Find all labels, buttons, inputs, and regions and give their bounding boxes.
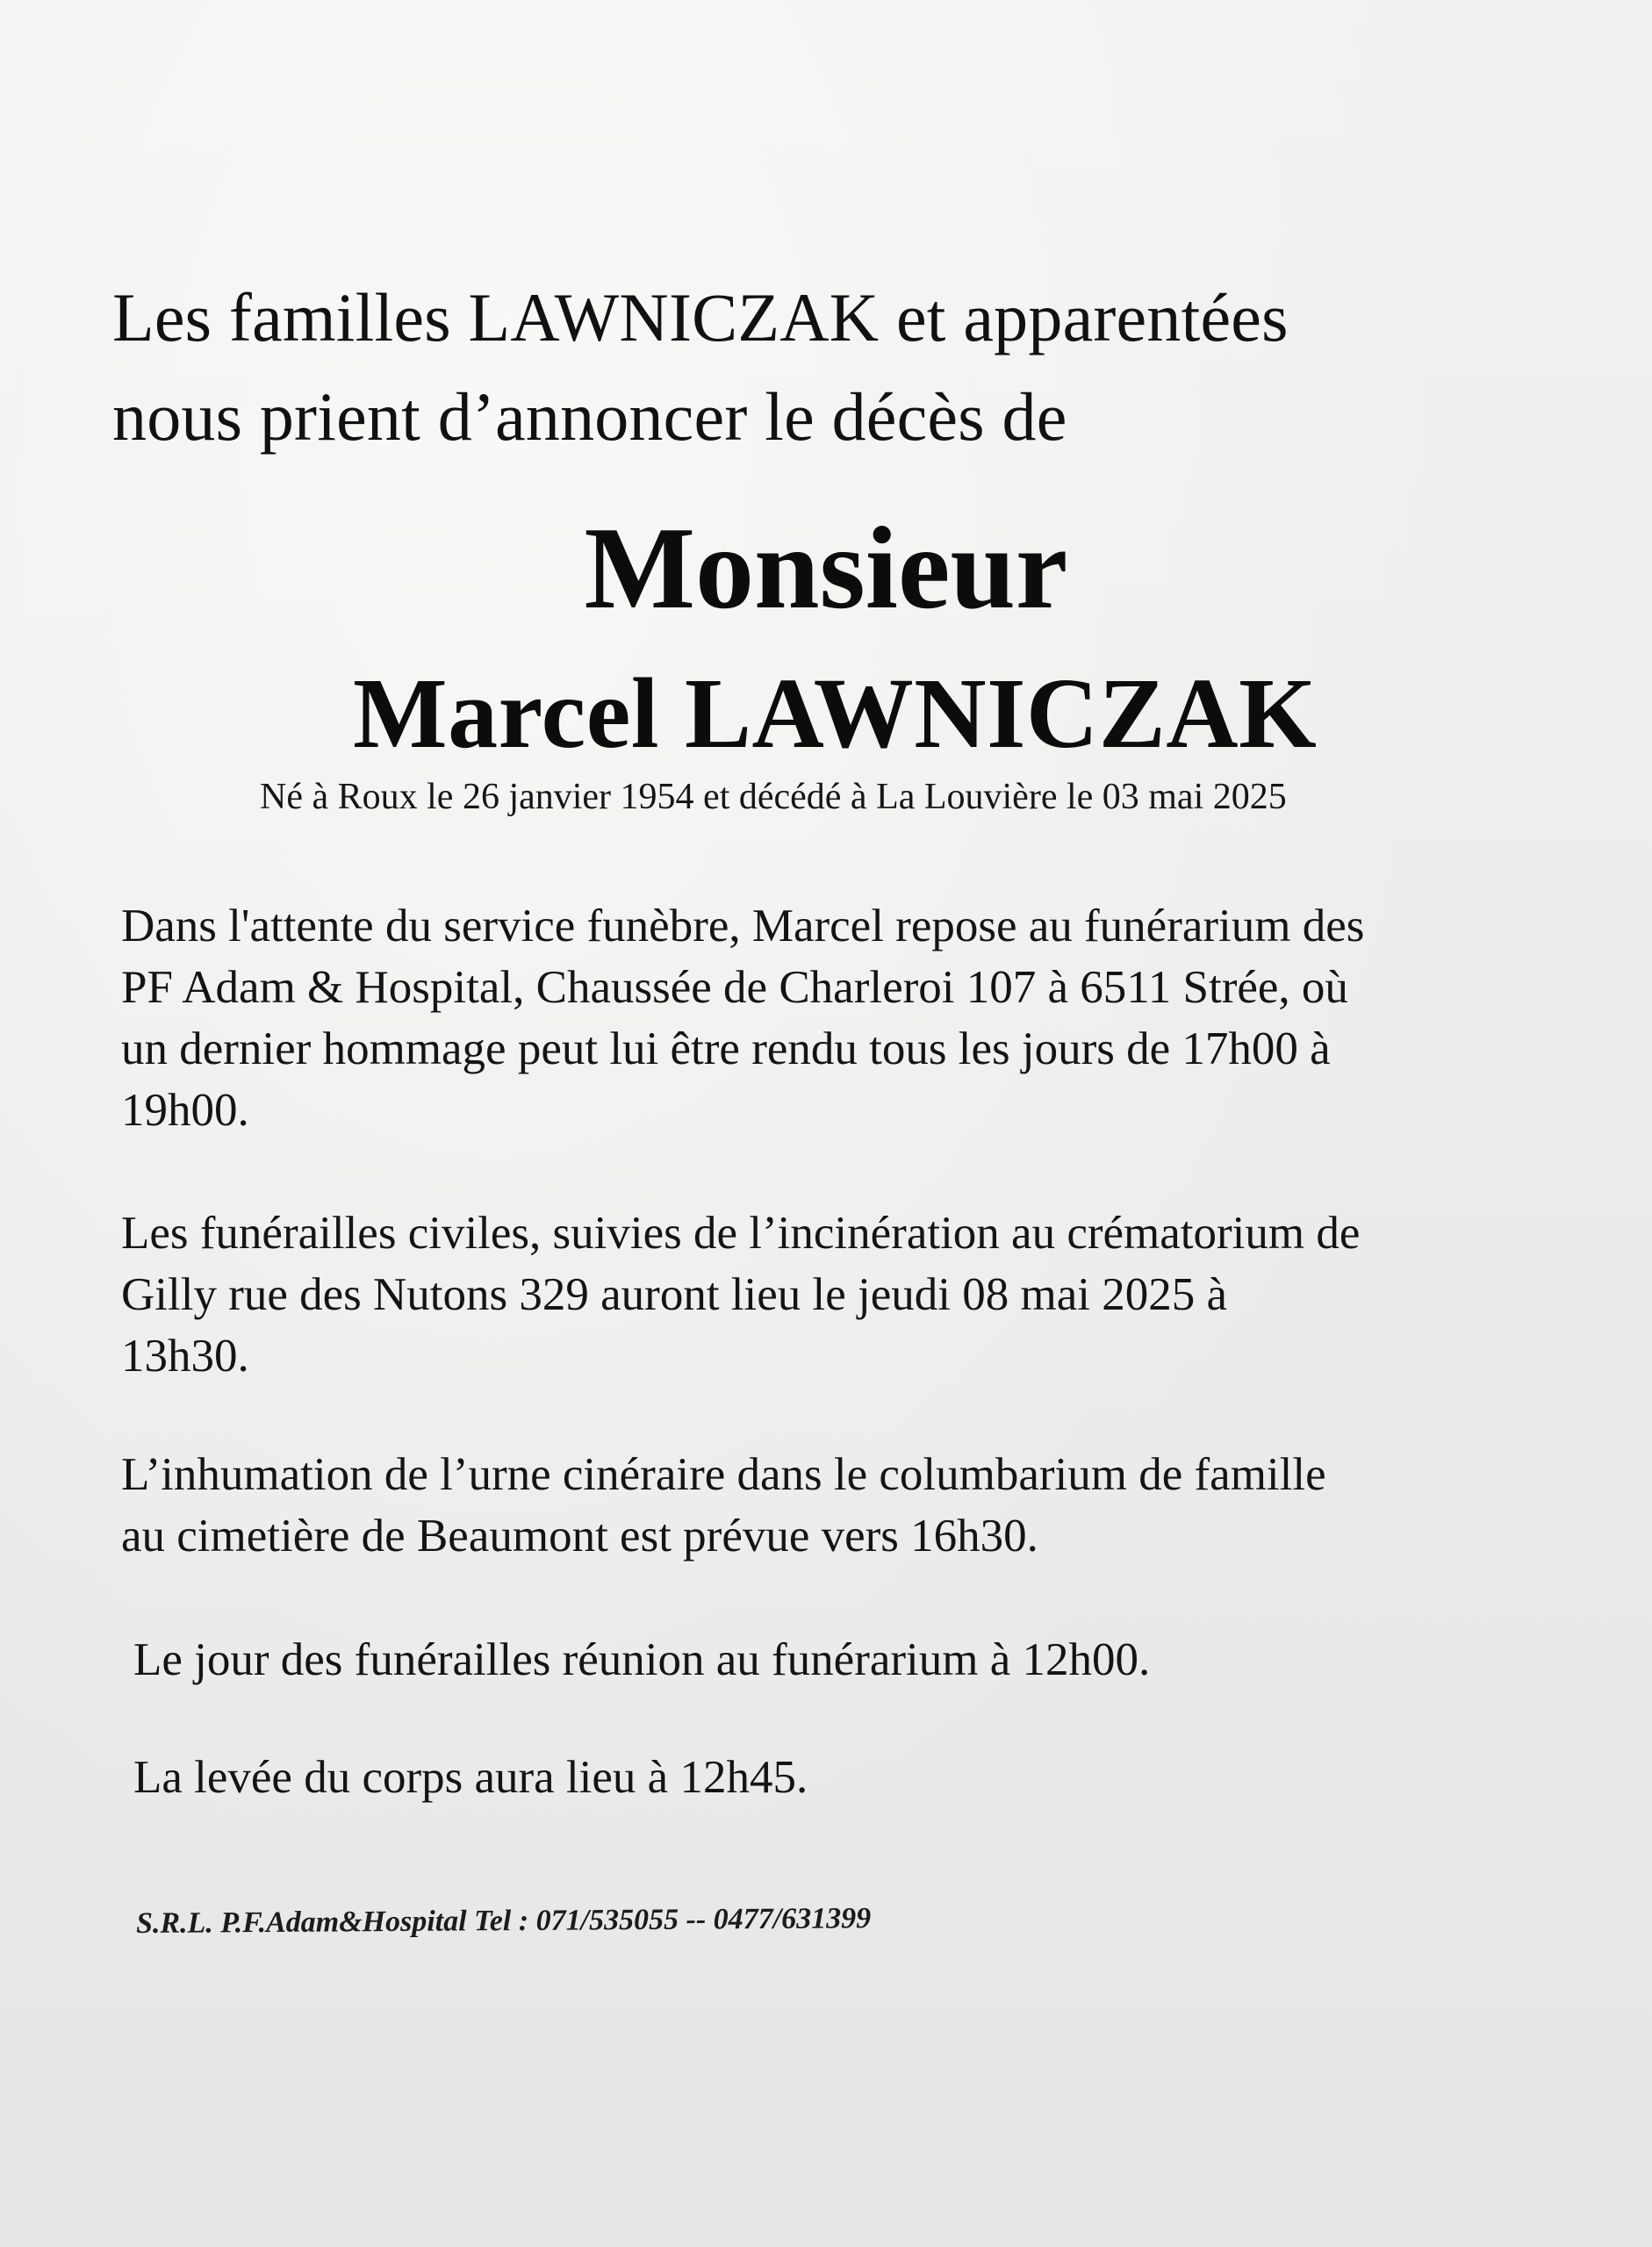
paragraph-line: L’inhumation de l’urne cinéraire dans le columbarium de famille [121, 1449, 1326, 1500]
paragraph-line: Gilly rue des Nutons 329 auront lieu le jeudi 08 mai 2025 à [121, 1269, 1227, 1320]
deceased-honorific: Monsieur [584, 503, 1068, 633]
paragraph-line: La levée du corps aura lieu à 12h45. [133, 1752, 808, 1803]
paragraph-line: un dernier hommage peut lui être rendu tous les jours de 17h00 à [121, 1023, 1331, 1074]
paragraph-line: 13h30. [121, 1331, 249, 1382]
intro-line-1: Les familles LAWNICZAK et apparentées [112, 279, 1289, 355]
intro-line-2: nous prient d’annoncer le décès de [112, 378, 1067, 455]
deceased-name: Marcel LAWNICZAK [353, 657, 1318, 769]
intro-announcement [112, 268, 1289, 466]
paragraph-funeral [121, 1202, 1360, 1387]
paragraph-line: PF Adam & Hospital, Chaussée de Charleroi 107 à 6511 Strée, où [121, 962, 1348, 1013]
paragraph-line: Les funérailles civiles, suivies de l’incinération au crématorium de [121, 1208, 1361, 1259]
paragraph-line: 19h00. [121, 1085, 249, 1136]
paragraph-departure [133, 1747, 808, 1808]
paragraph-viewing [121, 895, 1364, 1141]
paragraph-line: Le jour des funérailles réunion au funérarium à 12h00. [133, 1634, 1151, 1685]
paragraph-line: au cimetière de Beaumont est prévue vers 16h30. [121, 1511, 1038, 1561]
paragraph-urn-burial [121, 1444, 1326, 1567]
funeral-home-contact: S.R.L. P.F.Adam&Hospital Tel : 071/535055 -- 0477/631399 [135, 1902, 872, 1940]
paragraph-line: Dans l'attente du service funèbre, Marcel repose au funérarium des [121, 901, 1365, 951]
birth-death-dates: Né à Roux le 26 janvier 1954 et décédé à La Louvière le 03 mai 2025 [260, 777, 1287, 817]
paragraph-meeting [133, 1629, 1150, 1691]
